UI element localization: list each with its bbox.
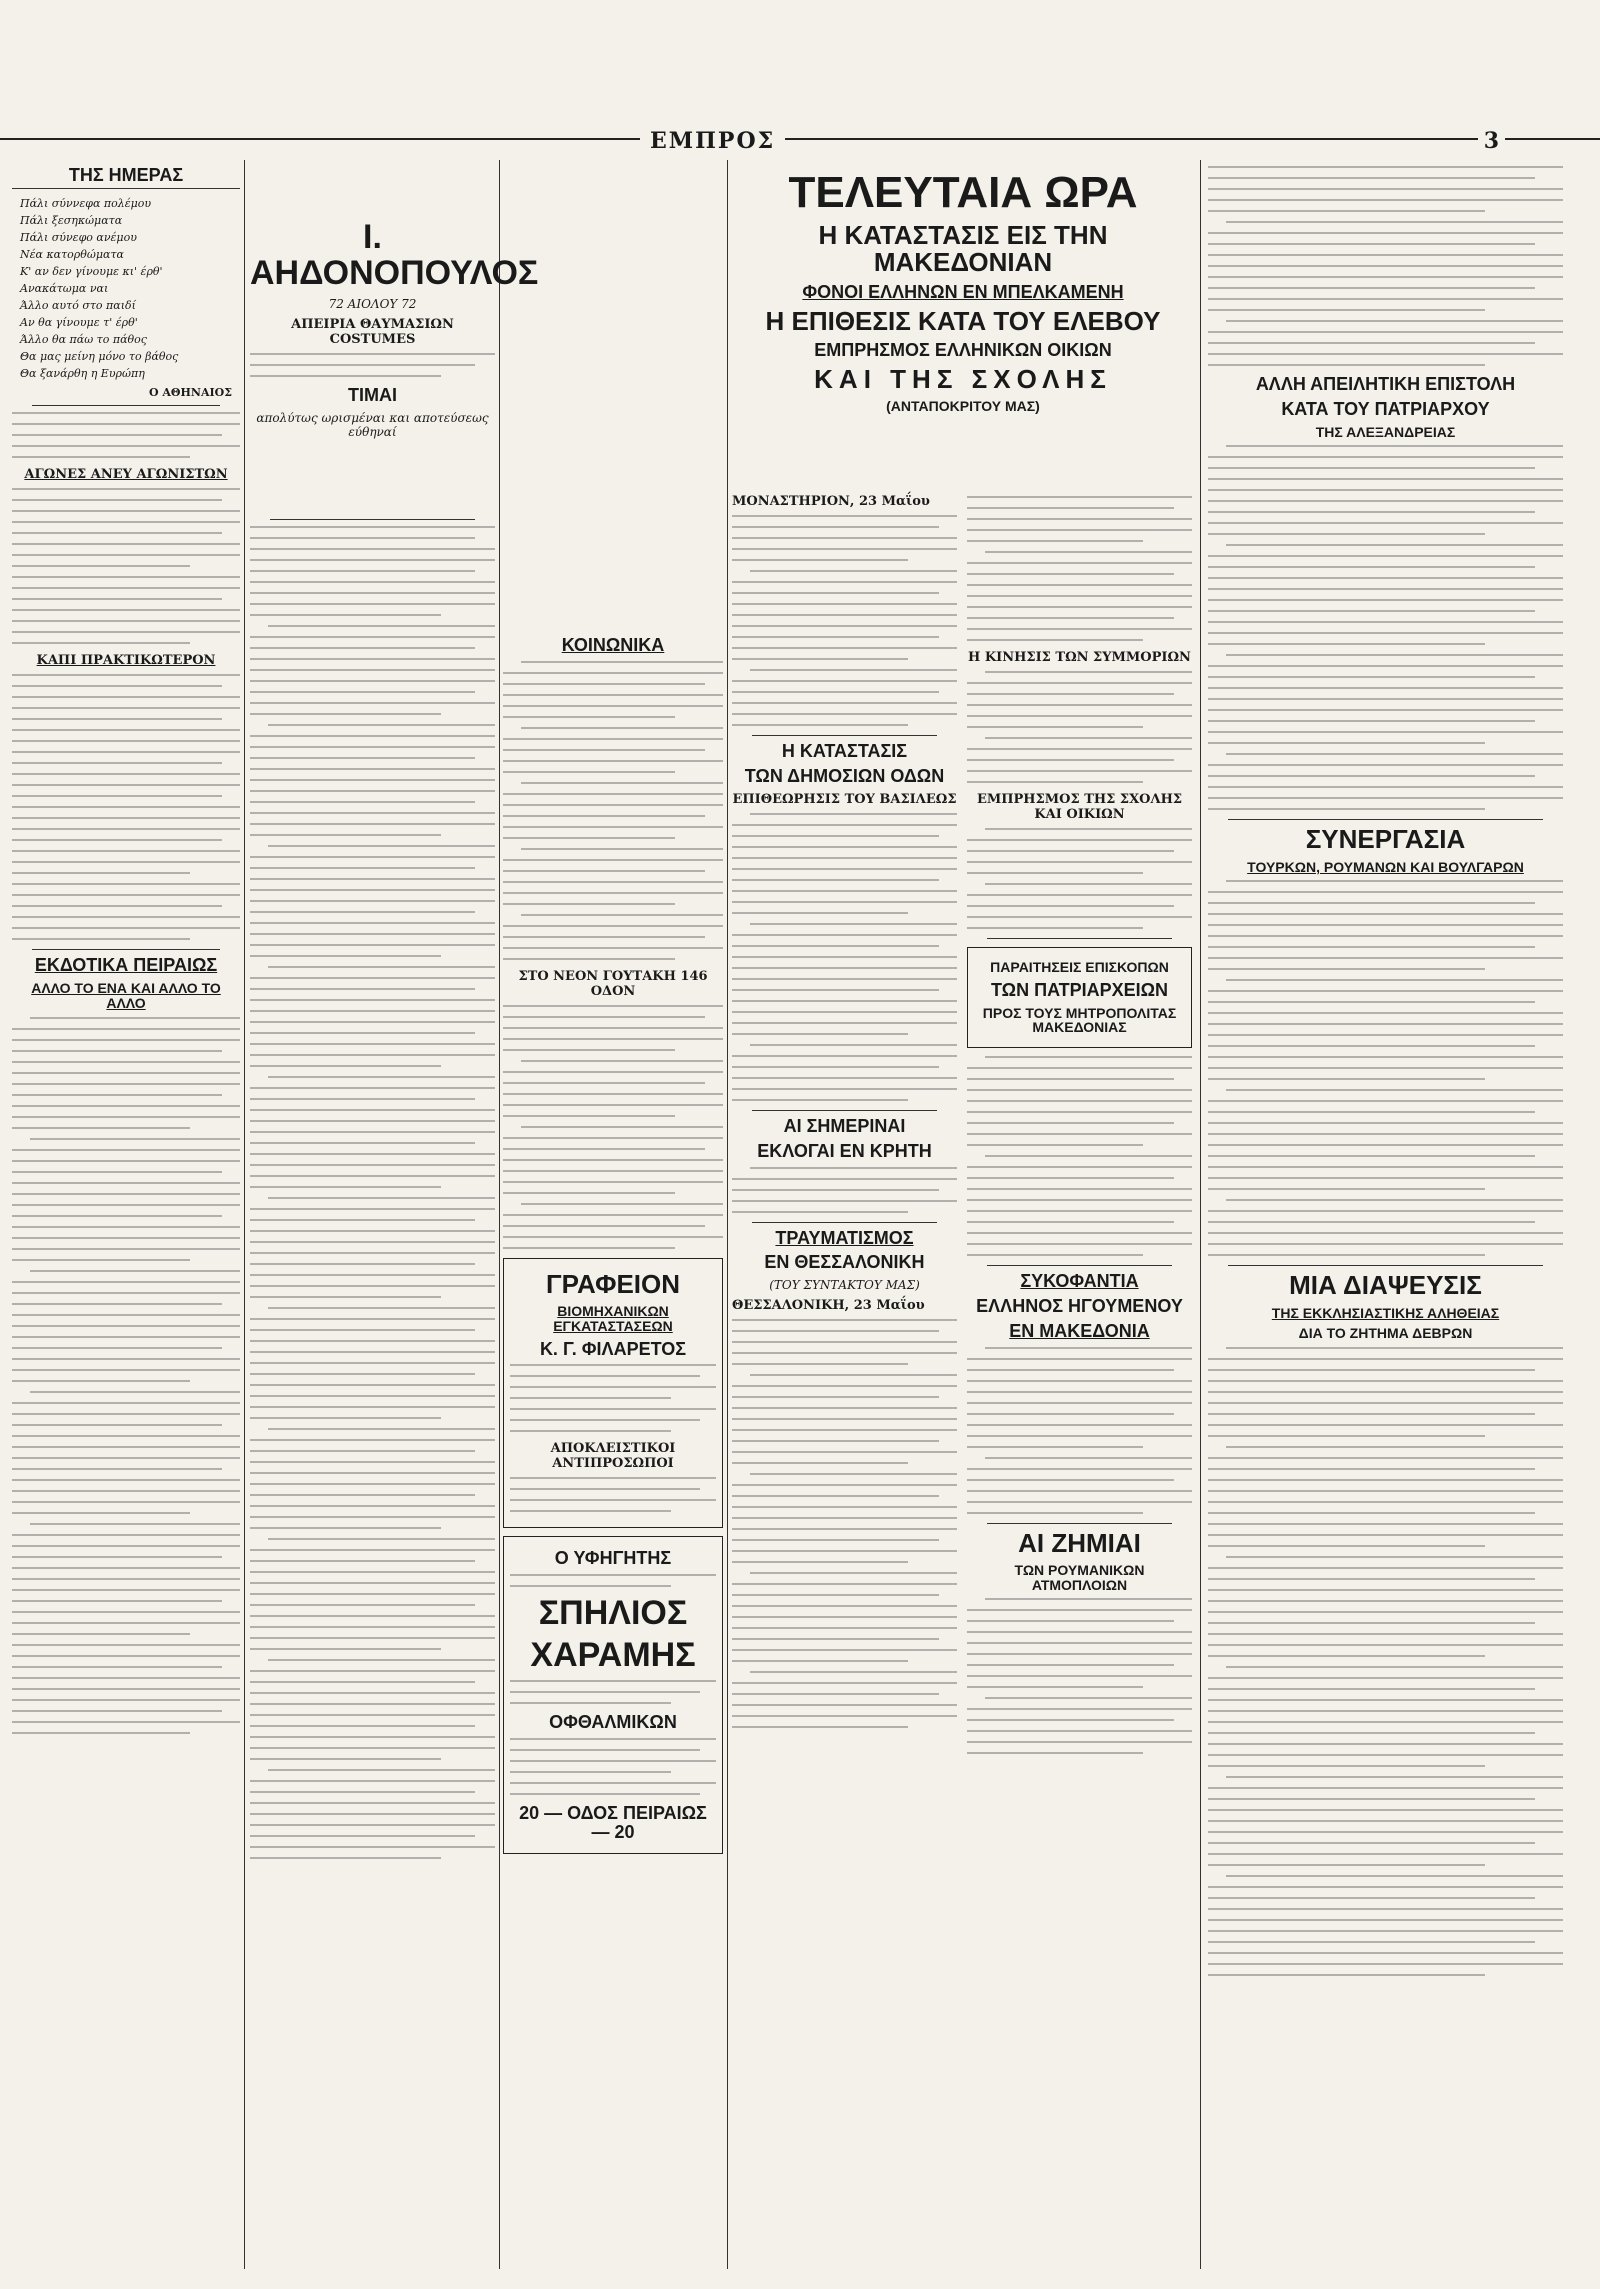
article-heading: ΑΛΛΗ ΑΠΕΙΛΗΤΙΚΗ ΕΠΙΣΤΟΛΗ [1255,374,1516,394]
article-body [1208,445,1563,810]
article-heading: ΕΚΔΟΤΙΚΑ ΠΕΙΡΑΙΩΣ [34,955,218,976]
article-body [732,813,957,1101]
advert-note: απολύτως ωρισμέναι και αποτεύσεως εύθηναί [256,411,489,440]
article-body [967,671,1192,783]
column-3 [503,160,723,2269]
column-divider [727,160,728,2269]
advert-body [510,1364,716,1432]
article-heading: ΑΙ ΖΗΜΙΑΙ [1018,1527,1141,1558]
article-heading: ΣΥΚΟΦΑΝΤΙΑ [1020,1270,1139,1291]
article-heading: Η ΚΑΤΑΣΤΑΣΙΣ [781,741,908,761]
advert-title: Ο ΥΦΗΓΗΤΗΣ [554,1548,672,1569]
dateline: ΘΕΣΣΑΛΟΝΙΚΗ, 23 Μαΐου [732,1298,925,1314]
article-body [12,412,240,458]
poem [12,195,240,383]
column-heading: ΚΟΙΝΩΝΙΚΑ [561,635,665,655]
advert-address: 72 ΑΙΟΛΟΥ 72 [328,297,417,312]
newspaper-title: ΕΜΠΡΟΣ [640,128,785,154]
advert-subtitle: ΒΙΟΜΗΧΑΝΙΚΩΝ ΕΓΚΑΤΑΣΤΑΣΕΩΝ [553,1303,673,1334]
article-body [732,1319,957,1728]
column-divider [499,160,500,2269]
advert-body [510,1477,716,1512]
advert-body [510,1738,716,1795]
lead-headline: ΚΑΙ ΤΗΣ ΣΧΟΛΗΣ [814,363,1112,394]
advert-name: Ι. ΑΗΔΟΝΟΠΟΥΛΟΣ [250,218,539,292]
dateline: ΜΟΝΑΣΤΗΡΙΟΝ, 23 Μαΐου [732,494,930,509]
advert-name: Κ. Γ. ΦΙΛΑΡΕΤΟΣ [539,1338,687,1359]
advert-name: ΣΠΗΛΙΟΣ [538,1594,688,1633]
advertisement [503,1258,723,1529]
lead-headline: ΕΜΠΡΗΣΜΟΣ ΕΛΛΗΝΙΚΩΝ ΟΙΚΙΩΝ [814,339,1112,360]
column-divider [1200,160,1201,2269]
article-heading-box [967,947,1192,1048]
lead-left-column [732,490,957,1737]
advert-prices: ΤΙΜΑΙ [348,385,397,406]
poem-line: Αν θα γίνουμε τ' έρθ' [20,316,138,330]
poem-line: Κ' αν δεν γίνουμε κι' έρθ' [20,265,163,279]
article-subheading: ΕΠΙΘΕΩΡΗΣΙΣ ΤΟΥ ΒΑΣΙΛΕΩΣ [732,791,957,807]
lead-right-column [967,490,1192,1763]
article-heading: ΤΗΣ ΑΛΕΞΑΝΔΡΕΙΑΣ [1315,423,1456,440]
advert-body [250,353,495,377]
article-heading: ΚΑΤΑ ΤΟΥ ΠΑΤΡΙΑΡΧΟΥ [1281,398,1490,419]
advert-note: ΑΠΟΚΛΕΙΣΤΙΚΟΙ ΑΝΤΙΠΡΟΣΩΠΟΙ [550,1441,676,1472]
poem-line: Πάλι σύνεφο ανέμου [20,230,137,244]
article-heading: ΤΩΝ ΠΑΤΡΙΑΡΧΕΙΩΝ [990,979,1169,1000]
poem-line: Θα μας μείνη μόνο το βάθος [20,350,179,364]
lead-headline: ΤΕΛΕΥΤΑΙΑ ΩΡΑ [788,168,1138,217]
article-body [12,488,240,644]
article-body [12,674,240,940]
poem-line: Πάλι σύννεφα πολέμου [20,196,152,210]
advert-body [510,1680,716,1704]
column-heading: ΤΗΣ ΗΜΕΡΑΣ [12,166,240,189]
article-body [967,1347,1192,1514]
advertisement [503,1536,723,1854]
article-heading: ΕΛΛΗΝΟΣ ΗΓΟΥΜΕΝΟΥ [976,1295,1183,1316]
article-heading: ΣΥΝΕΡΓΑΣΙΑ [1305,824,1466,855]
article-heading: ΕΚΛΟΓΑΙ ΕΝ ΚΡΗΤΗ [757,1140,932,1161]
article-heading: ΑΙ ΣΗΜΕΡΙΝΑΙ [783,1115,906,1136]
lead-headline: Η ΕΠΙΘΕΣΙΣ ΚΑΤΑ ΤΟΥ ΕΛΕΒΟΥ [765,305,1161,336]
column-1 [12,160,240,2269]
article-heading: ΠΡΟΣ ΤΟΥΣ ΜΗΤΡΟΠΟΛΙΤΑΣ ΜΑΚΕΔΟΝΙΑΣ [982,1004,1177,1036]
advertisement [250,218,539,440]
byline: (ΑΝΤΑΠΟΚΡΙΤΟΥ ΜΑΣ) [886,398,1040,415]
article-heading: ΜΙΑ ΔΙΑΨΕΥΣΙΣ [1289,1270,1482,1301]
article-body [732,1167,957,1213]
advert-line: ΑΠΕΙΡΙΑ ΘΑΥΜΑΣΙΩΝ COSTUMES [291,317,454,348]
advert-body [510,1574,716,1587]
column-5 [1208,160,1563,2269]
poem-line: Άλλο θα πάω το πάθος [20,333,147,347]
article-subheading: ΚΑΠΙ ΠΡΑΚΤΙΚΩΤΕΡΟΝ [36,653,216,669]
advert-title: ΓΡΑΦΕΙΟΝ [545,1268,681,1299]
article-heading: ΔΙΑ ΤΟ ΖΗΤΗΜΑ ΔΕΒΡΩΝ [1298,1325,1473,1342]
article-body [967,1056,1192,1256]
article-subheading: Η ΚΙΝΗΣΙΣ ΤΩΝ ΣΥΜΜΟΡΙΩΝ [968,650,1191,665]
poem-line: Ανακάτωμα ναι [20,282,109,296]
advert-address: 20 — ΟΔΟΣ ΠΕΙΡΑΙΩΣ — 20 [519,1802,707,1842]
advert-specialty: ΟΦΘΑΛΜΙΚΩΝ [549,1711,677,1732]
poem-line: Άλλο αυτό στο παιδί [20,299,136,313]
article-body [250,526,495,1859]
article-body [732,515,957,726]
article-body [1208,880,1563,1256]
article-heading: ΤΟΥΡΚΩΝ, ΡΟΥΜΑΝΩΝ ΚΑΙ ΒΟΥΛΓΑΡΩΝ [1247,858,1524,875]
masthead-rule [0,138,1600,140]
masthead [0,128,1600,154]
lead-headline: ΦΟΝΟΙ ΕΛΛΗΝΩΝ ΕΝ ΜΠΕΛΚΑΜΕΝΗ [802,281,1124,302]
advert-name: ΧΑΡΑΜΗΣ [530,1636,696,1675]
article-heading: ΤΗΣ ΕΚΚΛΗΣΙΑΣΤΙΚΗΣ ΑΛΗΘΕΙΑΣ [1271,1304,1500,1321]
article-heading: ΤΡΑΥΜΑΤΙΣΜΟΣ [775,1227,914,1248]
article-heading: ΤΩΝ ΡΟΥΜΑΝΙΚΩΝ ΑΤΜΟΠΛΟΙΩΝ [1014,1561,1145,1593]
article-body [967,496,1192,641]
article-subheading: ΑΓΩΝΕΣ ΑΝΕΥ ΑΓΩΝΙΣΤΩΝ [24,467,228,483]
poem-line: Πάλι ξεσηκώματα [20,213,123,227]
poem-line: Θα ξανάρθη η Ευρώπη [20,367,145,381]
article-heading: ΕΝ ΘΕΣΣΑΛΟΝΙΚΗ [764,1252,925,1273]
article-heading: ΕΝ ΜΑΚΕΔΟΝΙΑ [1009,1320,1150,1341]
lead-headline: Η ΚΑΤΑΣΤΑΣΙΣ ΕΙΣ ΤΗΝ ΜΑΚΕΔΟΝΙΑΝ [818,220,1108,278]
article-subheading: ΣΤΟ ΝΕΟΝ ΓΟΥΤΑΚΗ 146 ΟΔΟΝ [518,968,708,999]
article-heading: ΠΑΡΑΙΤΗΣΕΙΣ ΕΠΙΣΚΟΠΩΝ [990,959,1169,975]
poem-line: Νέα κατορθώματα [20,248,124,262]
article-subheading: ΕΜΠΡΗΣΜΟΣ ΤΗΣ ΣΧΟΛΗΣ ΚΑΙ ΟΙΚΙΩΝ [976,792,1183,822]
article-heading: ΤΩΝ ΔΗΜΟΣΙΩΝ ΟΔΩΝ [744,765,945,786]
page-number: 3 [1478,128,1505,154]
article-body [1208,166,1563,366]
article-body [12,1017,240,1734]
byline: (ΤΟΥ ΣΥΝΤΑΚΤΟΥ ΜΑΣ) [769,1278,920,1293]
article-body [1208,1347,1563,1976]
column-divider [244,160,245,2269]
column-4 [732,160,1194,2269]
article-body [967,1598,1192,1754]
article-body [503,1005,723,1249]
column-2 [250,160,539,2269]
article-body [967,828,1192,929]
article-heading: ΑΛΛΟ ΤΟ ΕΝΑ ΚΑΙ ΑΛΛΟ ΤΟ ΑΛΛΟ [31,980,221,1011]
article-body [503,661,723,960]
signature: Ο ΑΘΗΝΑΙΟΣ [148,386,232,400]
